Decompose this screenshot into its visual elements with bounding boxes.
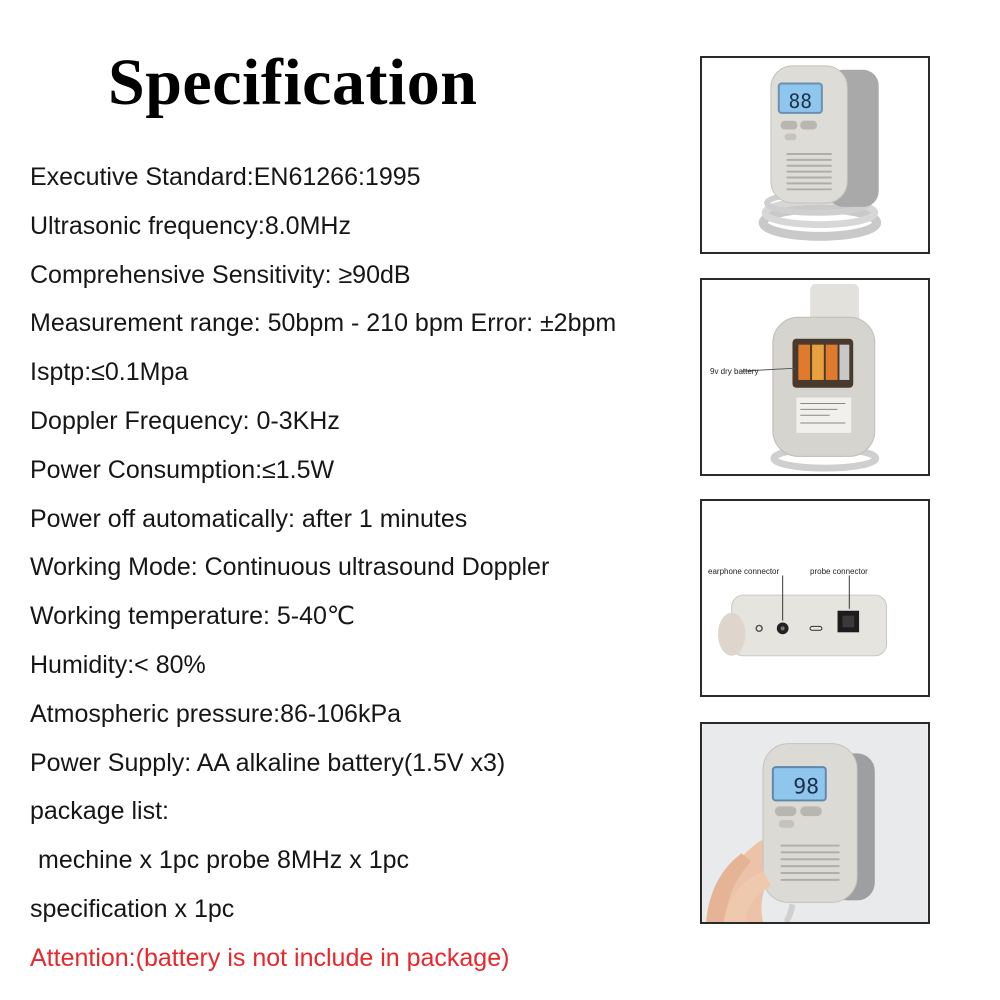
device-back-photo — [700, 278, 930, 476]
page-title: Specification — [108, 46, 478, 119]
spec-sensitivity: Comprehensive Sensitivity: ≥90dB — [30, 260, 411, 289]
package-item-specification: specification x 1pc — [30, 894, 235, 923]
package-list-heading: package list: — [30, 797, 169, 826]
spec-power-supply: Power Supply: AA alkaline battery(1.5V x3) — [30, 748, 506, 777]
spec-ultrasonic-frequency: Ultrasonic frequency:8.0MHz — [30, 211, 351, 240]
spec-isptp: Isptp:≤0.1Mpa — [30, 358, 189, 387]
device-front-photo — [700, 56, 930, 254]
spec-doppler-frequency: Doppler Frequency: 0-3KHz — [30, 406, 340, 435]
device-front-illustration — [702, 58, 928, 252]
device-connectors-illustration — [702, 501, 928, 695]
probe-connector-label: probe connector — [810, 567, 868, 576]
device-in-hand-illustration — [702, 724, 928, 922]
spec-list — [30, 160, 700, 990]
spec-measurement-range: Measurement range: 50bpm - 210 bpm Error: ±2bpm — [30, 309, 617, 338]
device-in-hand-photo — [700, 722, 930, 924]
spec-power-consumption: Power Consumption:≤1.5W — [30, 455, 335, 484]
hand-display-reading: 98 — [793, 774, 820, 800]
spec-humidity: Humidity:< 80% — [30, 650, 206, 679]
package-item-machine-probe: mechine x 1pc probe 8MHz x 1pc — [38, 846, 410, 875]
attention-note: Attention:(battery is not include in package) — [30, 943, 510, 972]
device-connectors-photo — [700, 499, 930, 697]
device-back-illustration — [702, 280, 928, 474]
battery-label: 9v dry battery — [710, 367, 759, 376]
spec-working-temperature: Working temperature: 5-40℃ — [30, 602, 355, 631]
spec-working-mode: Working Mode: Continuous ultrasound Doppler — [30, 553, 550, 582]
earphone-connector-label: earphone connector — [708, 567, 780, 576]
front-display-reading: 88 — [788, 89, 813, 113]
spec-power-off: Power off automatically: after 1 minutes — [30, 504, 468, 533]
spec-executive-standard: Executive Standard:EN61266:1995 — [30, 163, 421, 191]
spec-atmospheric-pressure: Atmospheric pressure:86-106kPa — [30, 699, 402, 728]
